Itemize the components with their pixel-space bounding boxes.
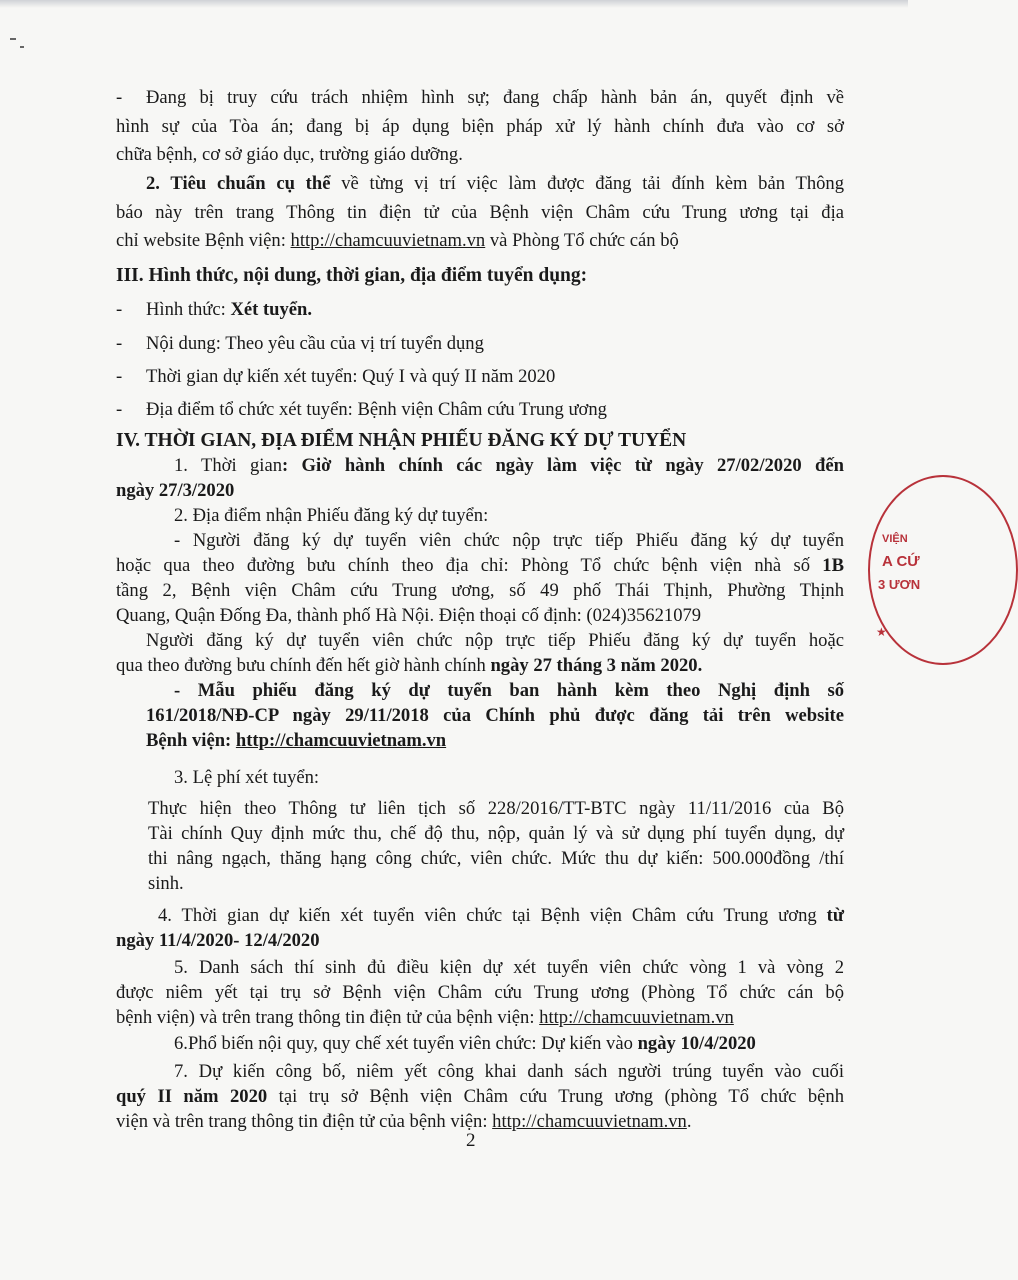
text-run: ngày 10/4/2020 bbox=[637, 1033, 756, 1054]
paragraph-line: Tài chính Quy định mức thu, chế độ thu, nộp, quản lý và sử dụng phí tuyển dụng, dự bbox=[148, 823, 844, 844]
paragraph-line bbox=[174, 1031, 756, 1056]
stamp-text: 3 ƯƠN bbox=[878, 577, 921, 592]
paragraph-line bbox=[174, 453, 844, 478]
paragraph-line bbox=[116, 228, 679, 253]
bullet-item: Nội dung: Theo yêu cầu của vị trí tuyển dụng bbox=[146, 333, 484, 354]
bullet-item: Thời gian dự kiến xét tuyển: Quý I và quý II năm 2020 bbox=[146, 366, 556, 387]
text-run: quý II năm 2020 bbox=[116, 1086, 268, 1107]
paragraph-line: - Người đăng ký dự tuyển viên chức nộp trực tiếp Phiếu đăng ký dự tuyển bbox=[174, 530, 844, 551]
stamp-text: A CỨ bbox=[882, 553, 920, 570]
paragraph-line: 5. Danh sách thí sinh đủ điều kiện dự xét tuyển viên chức vòng 1 và vòng 2 bbox=[174, 957, 844, 978]
text-run: ngày 27 tháng 3 năm 2020. bbox=[490, 655, 703, 676]
text-run: . bbox=[686, 1111, 692, 1132]
website-link[interactable]: http://chamcuuvietnam.vn bbox=[235, 730, 447, 751]
section-heading-iii: III. Hình thức, nội dung, thời gian, địa điểm tuyển dụng: bbox=[116, 265, 588, 286]
paragraph-line bbox=[116, 1005, 734, 1030]
text-run: 6.Phổ biến nội quy, quy chế xét tuyển viên chức: Dự kiến vào bbox=[174, 1033, 638, 1054]
bullet-dash: - bbox=[116, 366, 123, 387]
paragraph-line: Quang, Quận Đống Đa, thành phố Hà Nội. Điện thoại cố định: (024)35621079 bbox=[116, 605, 702, 626]
bullet-dash: - bbox=[116, 333, 123, 354]
stamp-ring bbox=[868, 475, 1018, 665]
bullet-item bbox=[146, 297, 312, 322]
paragraph-line: 2. Địa điểm nhận Phiếu đăng ký dự tuyển: bbox=[174, 505, 489, 526]
paragraph-line: hình sự của Tòa án; đang bị áp dụng biện pháp xử lý hành chính đưa vào cơ sở bbox=[116, 116, 844, 137]
text-run: qua theo đường bưu chính đến hết giờ hành chính bbox=[116, 655, 491, 676]
paragraph-line: thi nâng ngạch, thăng hạng công chức, viên chức. Mức thu dự kiến: 500.000đồng /thí bbox=[148, 848, 844, 869]
paragraph-line: chữa bệnh, cơ sở giáo dục, trường giáo dưỡng. bbox=[116, 144, 463, 165]
paragraph-line: được niêm yết tại trụ sở Bệnh viện Châm cứu Trung ương (Phòng Tổ chức cán bộ bbox=[116, 982, 844, 1003]
paragraph-line: báo này trên trang Thông tin điện tử của Bệnh viện Châm cứu Trung ương tại địa bbox=[116, 202, 844, 223]
bullet-dash: - bbox=[116, 299, 123, 320]
page-number: 2 bbox=[466, 1130, 476, 1151]
official-stamp bbox=[868, 475, 921, 665]
text-run: về từng vị trí việc làm được đăng tải đính kèm bản Thông bbox=[330, 173, 845, 194]
paragraph-line bbox=[146, 171, 844, 196]
paragraph-line: - Mẫu phiếu đăng ký dự tuyển ban hành kèm theo Nghị định số bbox=[174, 680, 844, 701]
text-run: hoặc qua theo đường bưu chính theo địa chỉ: Phòng Tổ chức bệnh viện nhà số bbox=[116, 555, 823, 576]
section-label: 2. Tiêu chuẩn cụ thể bbox=[146, 173, 331, 194]
scan-mark bbox=[20, 46, 24, 48]
star-icon: ★ bbox=[876, 625, 887, 639]
stamp-text: VIỆN bbox=[882, 533, 908, 545]
paragraph-line bbox=[116, 553, 844, 578]
bullet-dash: - bbox=[116, 399, 123, 420]
paragraph-line: Thực hiện theo Thông tư liên tịch số 228/2016/TT-BTC ngày 11/11/2016 của Bộ bbox=[148, 798, 844, 819]
text-run: ngày 27/02/2020 đến bbox=[665, 455, 844, 476]
scan-top-edge bbox=[0, 0, 908, 8]
text-run: Bệnh viện: bbox=[146, 730, 236, 751]
paragraph-line: 7. Dự kiến công bố, niêm yết công khai danh sách người trúng tuyển vào cuối bbox=[174, 1061, 844, 1082]
paragraph-line: tầng 2, Bệnh viện Châm cứu Trung ương, số 49 phố Thái Thịnh, Phường Thịnh bbox=[116, 580, 844, 601]
website-link[interactable]: http://chamcuuvietnam.vn bbox=[539, 1007, 734, 1028]
paragraph-line: sinh. bbox=[148, 873, 184, 894]
text-run: 1B bbox=[822, 555, 844, 576]
text-run: và Phòng Tổ chức cán bộ bbox=[485, 230, 679, 251]
scan-mark bbox=[10, 38, 16, 40]
paragraph-line: Đang bị truy cứu trách nhiệm hình sự; đang chấp hành bản án, quyết định về bbox=[146, 87, 844, 108]
text-run: bệnh viện) và trên trang thông tin điện tử của bệnh viện: bbox=[116, 1007, 540, 1028]
paragraph-line: Người đăng ký dự tuyển viên chức nộp trực tiếp Phiếu đăng ký dự tuyển hoặc bbox=[146, 630, 844, 651]
paragraph-line bbox=[116, 1109, 692, 1134]
bullet-item: Địa điểm tổ chức xét tuyển: Bệnh viện Châm cứu Trung ương bbox=[146, 399, 607, 420]
paragraph-line bbox=[116, 1084, 844, 1109]
text-run: 1. Thời gian bbox=[174, 455, 282, 476]
section-heading-iv: IV. THỜI GIAN, ĐỊA ĐIỂM NHẬN PHIẾU ĐĂNG KÝ DỰ TUYỂN bbox=[116, 430, 687, 451]
text-run: từ bbox=[826, 905, 844, 926]
paragraph-line bbox=[116, 653, 702, 678]
website-link[interactable]: http://chamcuuvietnam.vn bbox=[290, 230, 486, 251]
text-run: 4. Thời gian dự kiến xét tuyển viên chức tại Bệnh viện Châm cứu Trung ương bbox=[158, 905, 827, 926]
paragraph-line: 161/2018/NĐ-CP ngày 29/11/2018 của Chính phủ được đăng tải trên website bbox=[146, 705, 844, 726]
text-run: chỉ website Bệnh viện: bbox=[116, 230, 291, 251]
paragraph-line: ngày 11/4/2020- 12/4/2020 bbox=[116, 930, 320, 951]
text-run: Xét tuyển. bbox=[230, 299, 313, 320]
website-link[interactable]: http://chamcuuvietnam.vn bbox=[492, 1111, 687, 1132]
bullet-dash: - bbox=[116, 87, 123, 108]
paragraph-line bbox=[158, 903, 844, 928]
text-run: : Giờ hành chính các ngày làm việc từ bbox=[282, 455, 666, 476]
text-run: viện và trên trang thông tin điện tử của bệnh viện: bbox=[116, 1111, 493, 1132]
text-run: Hình thức: bbox=[146, 299, 231, 320]
paragraph-line: 3. Lệ phí xét tuyển: bbox=[174, 767, 320, 788]
paragraph-line bbox=[146, 728, 446, 753]
text-run: tại trụ sở Bệnh viện Châm cứu Trung ương (phòng Tổ chức bệnh bbox=[267, 1086, 844, 1107]
paragraph-line: ngày 27/3/2020 bbox=[116, 480, 235, 501]
